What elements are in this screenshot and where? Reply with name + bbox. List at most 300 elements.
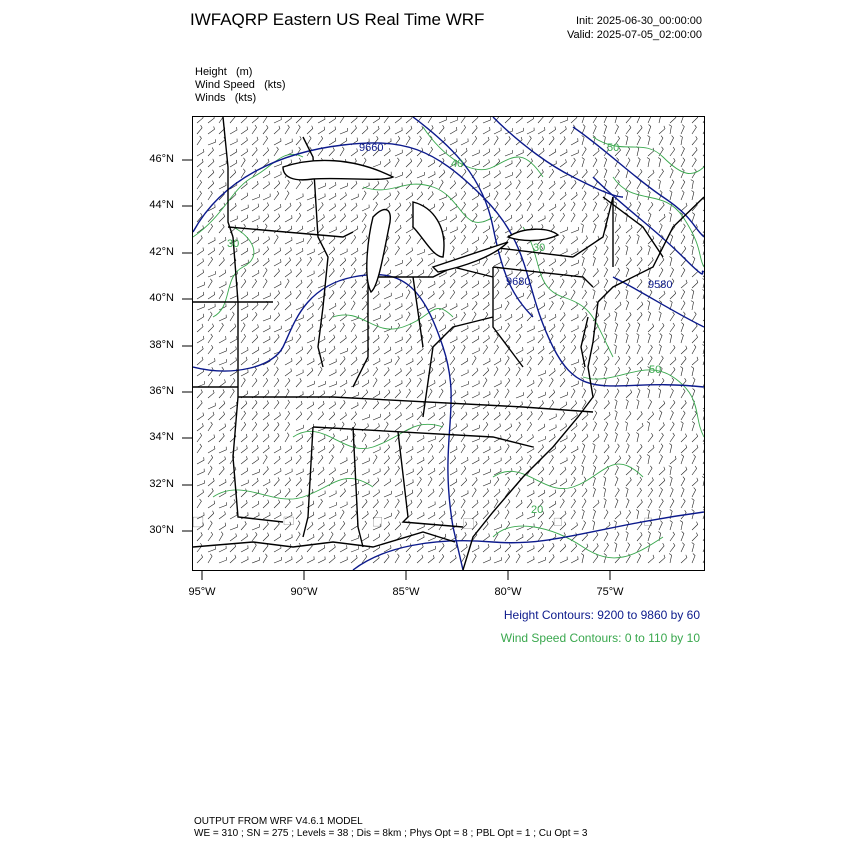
wind-barb [318,412,324,421]
wind-barb [307,522,313,530]
wind-barb [538,490,545,497]
wind-barb [296,280,302,288]
wind-barb [648,477,653,486]
wind-barb [681,246,686,255]
wind-barb [219,456,226,464]
wind-barb [263,224,267,233]
wind-barb [362,301,367,310]
wind-barb [263,279,267,288]
wind-barb [538,292,545,300]
wind-barb [626,301,629,311]
wind-barb [208,191,212,200]
wind-barb [472,392,479,398]
wind-barb [702,477,704,487]
wind-barb [208,390,214,398]
wind-barb [681,290,685,299]
wind-barb [307,313,313,321]
wind-barb [681,455,684,465]
wind-barb [703,433,704,442]
wind-barb [439,125,444,134]
wind-barb [241,347,248,354]
wind-barb [263,325,270,332]
wind-barb [527,202,531,211]
wind-barb [219,502,227,508]
wind-barb [560,136,565,145]
wind-barb [395,323,400,332]
wind-barb [263,181,270,189]
wind-barb [263,445,269,453]
wind-barb [351,215,358,223]
wind-barb [692,158,696,167]
wind-barb [197,336,204,343]
wind-barb [197,543,202,552]
wind-barb [197,444,202,453]
wind-barb [340,457,347,464]
wind-barb [593,400,597,409]
wind-barb [582,367,585,377]
wind-barb [230,216,237,222]
wind-barb [703,411,704,421]
wind-barb [263,466,268,475]
wind-barb [571,446,578,453]
wind-barb [648,312,651,322]
wind-barb [428,555,434,563]
wind-barb [483,557,490,563]
wind-barb [703,521,704,530]
wind-barb [406,490,413,497]
wind-barb [450,138,457,145]
wind-barb [659,291,665,299]
wind-barb [593,434,599,442]
wind-barb [241,260,248,266]
lat-label: 36°N [149,385,174,397]
wind-barb [285,512,292,519]
wind-barb [659,312,661,322]
county-cell [554,518,561,526]
wind-barb [669,334,672,344]
wind-barb [538,258,544,266]
wind-barb [472,161,479,167]
wind-barb [527,380,534,387]
wind-barb [252,367,257,376]
wind-barb [538,356,543,365]
wind-barb [252,532,257,541]
wind-barb [670,180,674,189]
wind-barb [593,444,596,454]
wind-barb [219,557,227,563]
wind-barb [241,169,245,178]
wind-barb [428,304,435,311]
wind-barb [329,555,335,563]
wind-barb [659,401,665,409]
wind-barb [516,128,523,134]
wind-barb [571,455,575,464]
wind-barb [516,500,522,508]
wind-barb [670,291,676,299]
wind-barb [549,521,554,530]
wind-barb [604,323,606,333]
wind-barb [406,413,413,420]
wind-barb [351,392,358,398]
wind-barb [692,335,698,344]
wind-barb [307,181,313,189]
wind-barb [593,214,599,222]
wind-barb [417,512,424,519]
wind-barb [395,522,401,530]
wind-barb [230,149,237,156]
wind-barb [384,126,390,134]
wind-barb [691,301,694,310]
wind-barb [659,345,661,355]
wind-barb [263,117,267,123]
wind-barb [483,434,489,442]
wind-barb [670,345,675,354]
wind-barb [669,213,672,222]
height-contour-label: 9660 [359,142,384,154]
wind-barb [483,137,489,145]
wind-barb [461,370,468,376]
wind-barb [318,367,322,376]
wind-barb [637,466,640,476]
wind-barb [428,117,432,123]
wind-barb [351,248,358,255]
wind-barb [428,489,434,497]
wind-barb [450,303,457,310]
wind-barb [593,367,597,376]
wind-barb [263,378,268,387]
lat-label: 44°N [149,199,174,211]
field-height: Height (m) [195,66,253,78]
wind-barb [307,358,314,365]
wind-barb [318,117,325,123]
wind-barb [395,213,399,222]
wind-barb [285,400,290,409]
wind-barb [647,455,650,465]
wind-barb [296,543,301,552]
wind-barb [252,279,257,288]
wind-barb [230,302,236,310]
wind-barb [373,161,380,167]
wind-barb [461,270,468,277]
wind-barb [527,434,533,442]
wind-barb [406,248,413,256]
wind-barb [626,390,632,398]
wind-barb [527,490,534,497]
wind-barb [560,544,566,552]
wind-barb [681,445,687,453]
wind-barb [241,401,247,409]
wind-barb [230,524,238,530]
wind-barb [285,125,289,134]
wind-barb [274,534,281,541]
wind-barb [680,367,682,377]
wind-barb [505,444,509,453]
wind-barb [197,457,204,464]
wind-barb [626,532,628,542]
wind-barb [670,488,673,497]
wind-barb [296,202,301,211]
wind-barb [340,422,344,431]
wind-barb [527,356,532,365]
wind-barb [670,312,674,321]
wind-barb [230,544,236,552]
wind-barb [659,126,665,134]
wind-barb [307,257,312,266]
wind-barb [230,139,237,145]
wind-barb [604,422,608,431]
wind-barb [571,260,578,266]
wind-barb [494,489,500,497]
wind-barb [362,491,369,497]
wind-barb [538,346,544,354]
wind-barb [274,326,281,332]
wind-barb [582,279,585,289]
wind-barb [560,345,565,354]
wind-barb [527,128,534,134]
wind-barb [549,279,554,288]
wind-barb [494,148,500,156]
wind-barb [395,368,401,376]
wind-barb [274,468,281,475]
wind-barb [626,543,630,552]
wind-barb [351,117,357,123]
wind-barb [670,433,675,442]
wind-barb [505,389,509,398]
wind-barb [461,532,466,541]
wind-barb [296,117,302,123]
valid-time: Valid: 2025-07-05_02:00:00 [567,29,702,41]
wind-barb [472,368,478,376]
wind-barb [340,117,344,123]
wind-barb [626,411,631,420]
wind-barb [692,411,697,420]
wind-barb [417,192,423,200]
lat-label: 42°N [149,246,174,258]
wind-barb [538,180,543,189]
wind-barb [439,358,446,365]
wind-barb [241,323,245,332]
wind-barb [208,292,215,299]
wind-barb [208,466,212,475]
wind-barb [604,356,609,365]
wind-barb [307,381,314,387]
wind-barb [197,499,201,508]
wind-barb [549,169,554,178]
wind-barb [549,213,553,222]
wind-barb [516,191,521,200]
wind-barb [318,455,323,464]
wind-barb [252,335,258,343]
wind-barb [527,556,534,563]
wind-barb [208,455,213,464]
wind-barb [593,117,597,123]
wind-barb [439,554,444,563]
great-lake-ontario [508,229,558,240]
wind-barb [516,347,523,354]
wind-barb [560,445,566,453]
wind-barb [296,477,301,486]
wind-barb [472,425,479,431]
wind-barb [626,125,631,134]
wind-barb [318,401,324,409]
wind-barb [703,224,704,233]
wind-barb [241,137,247,145]
wind-barb [373,455,377,464]
wind-barb [494,380,501,387]
wind-barb [318,257,323,266]
wind-barb [439,380,446,387]
wind-barb [373,358,380,365]
wind-barb [252,400,257,409]
wind-barb [692,257,695,267]
wind-barb [593,500,599,508]
wind-barb [197,413,204,420]
wind-barb [626,455,630,464]
wind-barb [659,257,664,266]
field-list [195,66,286,105]
wind-barb [428,512,435,519]
wind-barb [703,499,704,508]
wind-barb [549,314,556,321]
wind-barb [406,235,411,244]
wind-barb [197,304,204,310]
wind-barb [230,378,235,387]
wind-barb [680,521,683,531]
wind-barb [604,301,606,311]
wind-barb [472,511,478,519]
wind-barb [285,544,291,552]
wind-barb [505,323,510,332]
wind-barb [505,367,510,376]
wind-barb [384,347,391,354]
wind-contour-line [293,424,443,448]
wind-barb [263,521,268,530]
wind-barb [647,389,650,399]
wind-barb [241,248,248,255]
wind-barb [318,479,325,486]
wind-barb [637,488,642,497]
wind-barb [208,237,215,244]
wind-barb [340,203,346,211]
wind-barb [197,532,202,541]
wind-barb [582,268,586,277]
state-line [353,427,363,547]
wind-barb [241,545,248,552]
wind-barb [549,510,554,519]
wind-barb [285,258,291,267]
wind-barb [395,554,399,563]
wind-barb [296,521,300,530]
wind-barb [208,412,214,420]
wind-barb [593,125,596,134]
wind-barb [549,490,556,497]
wind-barb [626,323,630,332]
wind-barb [384,479,391,486]
wind-barb [274,181,280,189]
lat-label: 34°N [149,431,174,443]
wind-contour-label: 40 [451,158,464,170]
wind-barb [494,128,501,135]
wind-barb [648,170,654,178]
wind-barb [230,324,236,332]
wind-barb [428,502,435,509]
wind-barb [263,171,270,178]
wind-barb [703,554,704,563]
wind-barb [274,204,281,211]
wind-barb [373,435,380,442]
wind-barb [285,411,290,420]
wind-barb [636,510,639,520]
wind-barb [384,257,389,266]
wind-barb [406,214,412,222]
wind-barb [351,148,358,156]
wind-barb [483,280,489,288]
wind-barb [274,490,281,497]
wind-barb [252,347,259,354]
wind-barb [230,358,237,366]
wind-barb [417,378,421,387]
wind-barb [538,334,543,343]
wind-barb [538,544,544,552]
wind-barb [263,367,268,376]
wind-barb [549,127,556,134]
wind-barb [450,468,457,475]
wind-contour-label: 30 [533,242,546,254]
wind-barb [307,136,311,145]
wind-barb [296,469,303,475]
wind-barb [637,257,642,266]
height-contour-label: 9680 [506,276,531,288]
wind-barb [615,235,619,244]
wind-barb [417,422,421,431]
wind-barb [307,204,314,211]
wind-barb [593,422,597,431]
wind-barb [340,249,347,255]
wind-barb [494,334,498,343]
wind-barb [384,445,390,453]
wind-barb [384,456,390,465]
wind-barb [208,403,215,409]
wind-barb [603,488,606,498]
wind-barb [285,556,292,563]
wind-barb [439,312,444,321]
wind-barb [318,557,325,564]
wind-barb [703,213,704,222]
wind-barb [538,148,544,156]
wind-barb [483,235,488,244]
wind-barb [549,554,554,563]
wind-barb [252,249,259,255]
wind-barb [219,447,226,453]
wind-barb [494,314,501,321]
wind-barb [604,279,608,288]
wind-barb [285,378,290,387]
wind-barb [340,510,344,519]
wind-barb [659,488,663,497]
wind-barb [461,423,468,431]
wind-barb [219,257,224,266]
wind-barb [296,455,301,464]
wind-barb [593,554,598,563]
wind-barb [406,117,412,123]
wind-barb [593,268,598,277]
wind-barb [362,414,370,420]
wind-barb [505,314,512,321]
wind-barb [549,259,556,266]
wind-barb [637,117,640,123]
wind-barb [659,147,663,156]
wind-barb [461,280,467,288]
